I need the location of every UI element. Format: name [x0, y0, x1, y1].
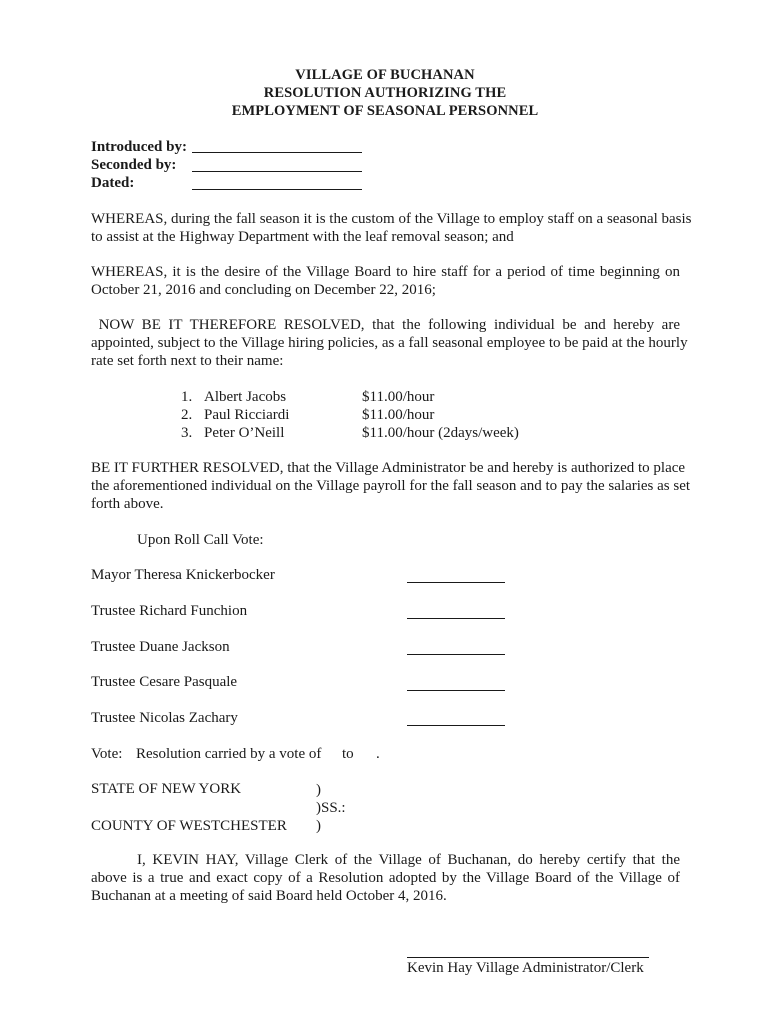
- whereas-paragraph-1: [91, 210, 692, 246]
- seconded-by-label: Seconded by:: [91, 157, 177, 173]
- introduced-by-label: Introduced by:: [91, 139, 187, 155]
- employee-name: Albert Jacobs: [204, 389, 287, 405]
- member-name: Trustee Nicolas Zachary: [91, 710, 238, 726]
- further-line-3: forth above.: [91, 496, 164, 512]
- further-line-2: the aforementioned individual on the Village payroll for the fall season and to pay the salaries as set: [91, 478, 691, 494]
- introduced-by-field[interactable]: [192, 152, 362, 153]
- vote-blank[interactable]: [407, 725, 505, 726]
- header-title-line3: EMPLOYMENT OF SEASONAL PERSONNEL: [231, 103, 539, 119]
- vote-to: to: [342, 746, 354, 762]
- dated-label: Dated:: [91, 175, 135, 191]
- further-resolved-paragraph: [91, 459, 691, 513]
- vote-blank[interactable]: [407, 582, 505, 583]
- resolved-paragraph: [91, 316, 688, 370]
- member-name: Trustee Cesare Pasquale: [91, 674, 238, 690]
- whereas-1-line-2: to assist at the Highway Department with the leaf removal season; and: [91, 229, 514, 245]
- resolved-line-2: appointed, subject to the Village hiring policies, as a fall seasonal employee to be paid at the hourly: [91, 335, 688, 351]
- whereas-paragraph-2: [91, 263, 680, 299]
- employee-number: 3.: [181, 425, 193, 441]
- member-name: Trustee Richard Funchion: [91, 603, 248, 619]
- signature-name-title: Kevin Hay Village Administrator/Clerk: [407, 960, 644, 976]
- employee-name: Paul Ricciardi: [204, 407, 290, 423]
- certification-line-2: above is a true and exact copy of a Resolution adopted by the Village Board of the Village of: [91, 870, 680, 886]
- certification-line-3: Buchanan at a meeting of said Board held October 4, 2016.: [91, 888, 447, 904]
- county-label: COUNTY OF WESTCHESTER: [91, 818, 287, 834]
- employee-rate: $11.00/hour (2days/week): [362, 425, 519, 441]
- header-title-line2: RESOLUTION AUTHORIZING THE: [263, 85, 507, 101]
- vote-blank[interactable]: [407, 654, 505, 655]
- further-line-1: BE IT FURTHER RESOLVED, that the Village Administrator be and hereby is authorized to place: [91, 460, 686, 476]
- member-name: Mayor Theresa Knickerbocker: [91, 567, 275, 583]
- certification-line-1: I, KEVIN HAY, Village Clerk of the Village of Buchanan, do hereby certify that the: [137, 852, 680, 868]
- vote-blank[interactable]: [407, 618, 505, 619]
- whereas-2-line-2: October 21, 2016 and concluding on December 22, 2016;: [91, 282, 436, 298]
- employee-name: Peter O’Neill: [204, 425, 285, 441]
- state-label: STATE OF NEW YORK: [91, 781, 242, 797]
- venue-paren-bottom: ): [316, 818, 321, 834]
- vote-label: Vote:: [91, 746, 123, 762]
- employee-rate: $11.00/hour: [362, 389, 435, 405]
- whereas-2-line-1: WHEREAS, it is the desire of the Village Board to hire staff for a period of time beginning on: [91, 264, 680, 280]
- employee-rate: $11.00/hour: [362, 407, 435, 423]
- resolved-line-1: NOW BE IT THEREFORE RESOLVED, that the following individual be and hereby are: [91, 317, 680, 333]
- employee-number: 1.: [181, 389, 193, 405]
- vote-text: Resolution carried by a vote of: [136, 746, 322, 762]
- member-name: Trustee Duane Jackson: [91, 639, 230, 655]
- signature-line[interactable]: [407, 957, 649, 958]
- dated-field[interactable]: [192, 189, 362, 190]
- venue-ss: )SS.:: [316, 800, 346, 816]
- certification-paragraph: [91, 851, 680, 905]
- venue-paren-top: ): [316, 782, 321, 798]
- seconded-by-field[interactable]: [192, 171, 362, 172]
- resolved-line-3: rate set forth next to their name:: [91, 353, 284, 369]
- vote-period: .: [376, 746, 380, 762]
- header-title-line1: VILLAGE OF BUCHANAN: [295, 67, 475, 83]
- vote-blank[interactable]: [407, 690, 505, 691]
- roll-call-heading: Upon Roll Call Vote:: [137, 532, 264, 548]
- employee-number: 2.: [181, 407, 193, 423]
- whereas-1-line-1: WHEREAS, during the fall season it is the custom of the Village to employ staff on a seasonal basis: [91, 211, 692, 227]
